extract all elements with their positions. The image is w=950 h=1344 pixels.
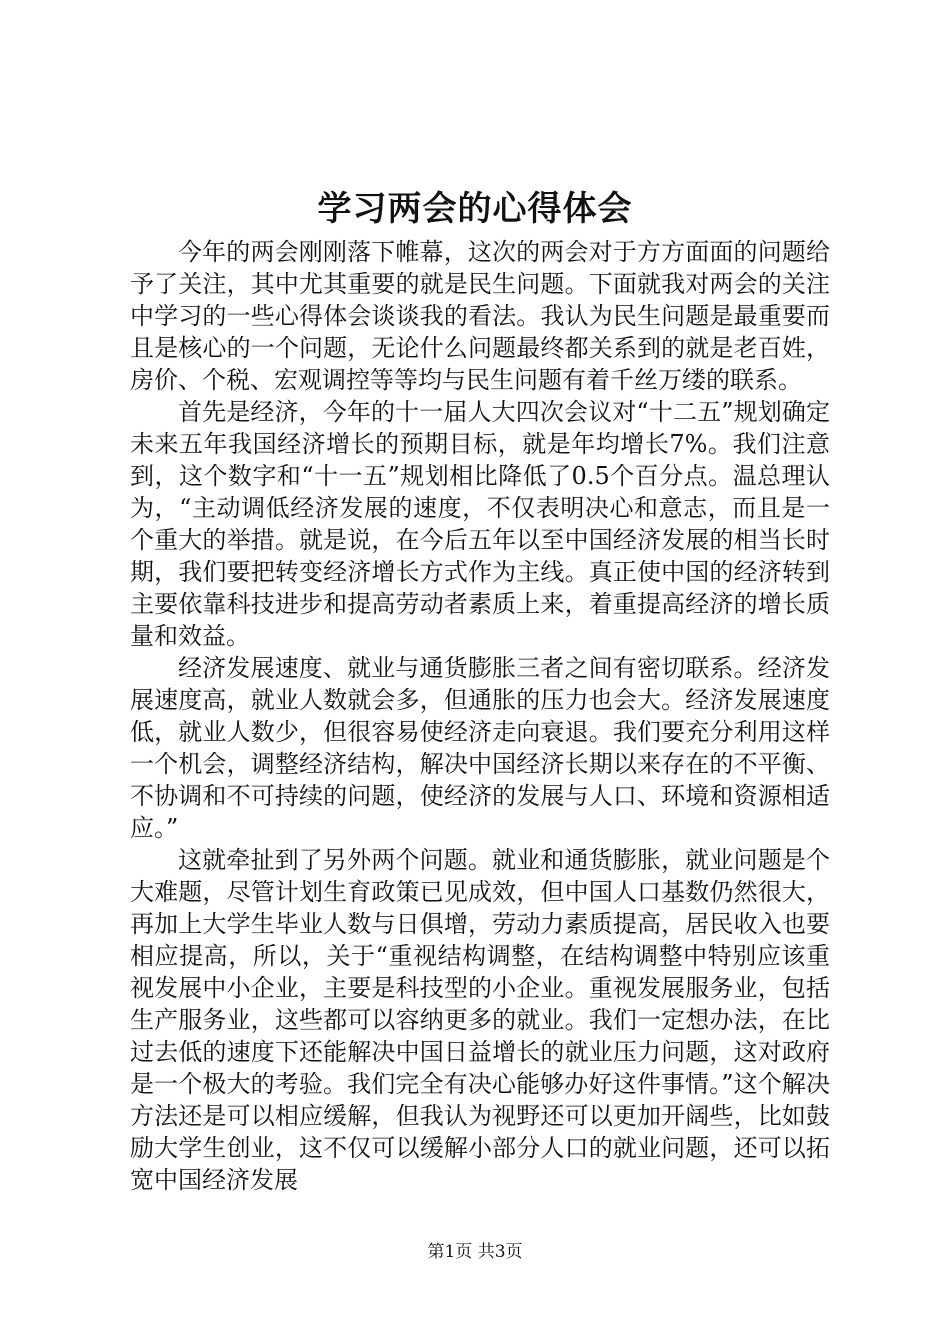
- paragraph-2: 首先是经济，今年的十一届人大四次会议对“十二五”规划确定未来五年我国经济增长的预期目标，就是年均增长7%。我们注意到，这个数字和“十一五”规划相比降低了0.5个百分点。温总理认为，“主动调低经济发展的速度，不仅表明决心和意志，而且是一个重大的举措。就是说，在今后五年以至中国经济发展的相当长时期，我们要把转变经济增长方式作为主线。真正使中国的经济转到主要依靠科技进步和提高劳动者素质上来，着重提高经济的增长质量和效益。: [130, 398, 830, 650]
- paragraph-4: 这就牵扯到了另外两个问题。就业和通货膨胀，就业问题是个大难题，尽管计划生育政策已见成效，但中国人口基数仍然很大，再加上大学生毕业人数与日俱增，劳动力素质提高，居民收入也要相应提高，所以，关于“重视结构调整，在结构调整中特别应该重视发展中小企业，主要是科技型的小企业。重视发展服务业，包括生产服务业，这些都可以容纳更多的就业。我们一定想办法，在比过去低的速度下还能解决中国日益增长的就业压力问题，这对政府是一个极大的考验。我们完全有决心能够办好这件事情。”这个解决方法还是可以相应缓解，但我认为视野还可以更加开阔些，比如鼓励大学生创业，这不仅可以缓解小部分人口的就业问题，还可以拓宽中国经济发展: [130, 846, 830, 1194]
- document-body: [130, 236, 830, 1196]
- document-title: 学习两会的心得体会: [317, 189, 633, 229]
- page-number-footer: 第1页 共3页: [427, 1242, 523, 1262]
- paragraph-1: 今年的两会刚刚落下帷幕，这次的两会对于方方面面的问题给予了关注，其中尤其重要的就是民生问题。下面就我对两会的关注中学习的一些心得体会谈谈我的看法。我认为民生问题是最重要而且是核心的一个问题，无论什么问题最终都关系到的就是老百姓，房价、个税、宏观调控等等均与民生问题有着千丝万缕的联系。: [130, 238, 830, 394]
- paragraph-3: 经济发展速度、就业与通货膨胀三者之间有密切联系。经济发展速度高，就业人数就会多，但通胀的压力也会大。经济发展速度低，就业人数少，但很容易使经济走向衰退。我们要充分利用这样一个机会，调整经济结构，解决中国经济长期以来存在的不平衡、不协调和不可持续的问题，使经济的发展与人口、环境和资源相适应。”: [130, 654, 830, 842]
